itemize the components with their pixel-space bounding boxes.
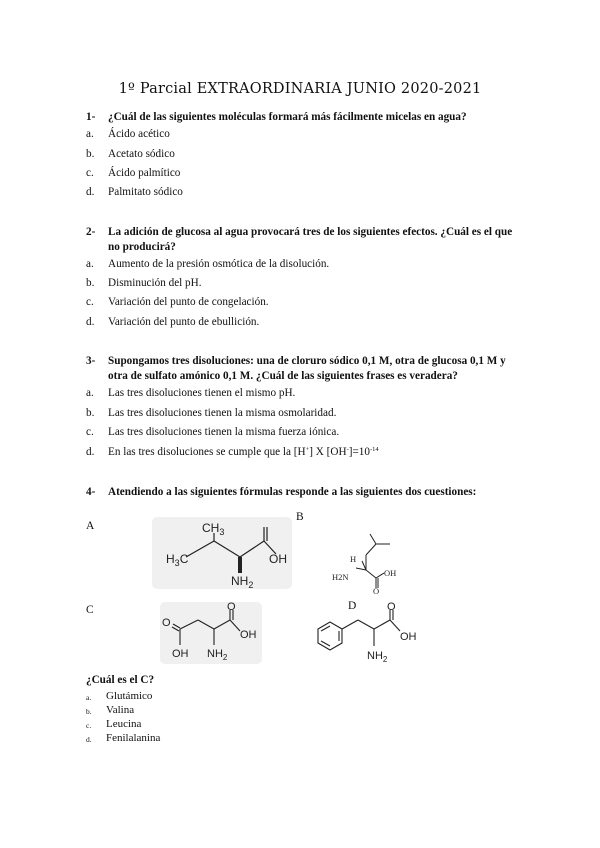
option-text: Valina xyxy=(106,704,135,716)
option-text: Las tres disoluciones tienen la misma osmolaridad. xyxy=(108,407,337,419)
question-4 xyxy=(86,485,520,500)
structure-b-leucine xyxy=(326,530,397,596)
option-letter: c. xyxy=(86,296,94,308)
structure-a-drawing xyxy=(152,517,292,589)
atom-o: O xyxy=(387,601,396,613)
structure-d-phenylalanine xyxy=(306,600,424,668)
option-text: Las tres disoluciones tienen la misma fuerza iónica. xyxy=(108,426,340,438)
page-title: 1º Parcial EXTRAORDINARIA JUNIO 2020-2021 xyxy=(118,81,482,97)
superscript: + xyxy=(305,446,310,453)
atom-oh: OH xyxy=(384,568,397,578)
option-letter: c. xyxy=(86,167,94,179)
option-text: Glutámico xyxy=(106,690,153,702)
option-letter: d. xyxy=(86,316,95,328)
question-5-text: ¿Cuál es el C? xyxy=(86,674,155,686)
option-letter: b. xyxy=(86,407,95,419)
option-text: Palmitato sódico xyxy=(108,186,183,198)
structure-label-c: C xyxy=(86,604,94,616)
atom-nh2: $NH_2$ xyxy=(367,650,388,664)
option-letter: c. xyxy=(86,426,94,438)
option-text: Aumento de la presión osmótica de la disolución. xyxy=(108,258,330,270)
question-text: Supongamos tres disoluciones: una de cloruro sódico 0,1 M, otra de glucosa 0,1 M y otra de sulfato amónico 0,1 M. ¿Cuál de las siguientes frases es veradera? xyxy=(108,355,506,382)
option-letter: c. xyxy=(86,721,92,730)
option-text-part: En las tres disoluciones se cumple que la [H xyxy=(108,446,306,458)
superscript: -14 xyxy=(369,446,379,453)
structure-a-valine xyxy=(152,517,292,589)
option-text-part: ] X [OH xyxy=(309,446,347,458)
question-text: Atendiendo a las siguientes fórmulas responde a las siguientes dos cuestiones: xyxy=(108,486,477,498)
atom-nh2: $NH_2$ xyxy=(207,648,228,662)
structure-b-drawing xyxy=(326,530,397,596)
structure-label-a: A xyxy=(86,520,95,532)
option-letter: a. xyxy=(86,258,94,270)
option-letter: b. xyxy=(86,707,92,716)
atom-oh: OH xyxy=(400,631,417,643)
question-3 xyxy=(86,354,520,383)
option-letter: b. xyxy=(86,277,95,289)
atom-oh-right: OH xyxy=(240,629,257,641)
option-text: Ácido palmítico xyxy=(108,167,181,179)
option-text: Leucina xyxy=(106,718,142,730)
atom-h2n: H2N xyxy=(332,572,349,582)
option-text: Variación del punto de ebullición. xyxy=(108,316,260,328)
structure-label-b: B xyxy=(296,511,304,523)
option-letter: d. xyxy=(86,446,95,458)
atom-oh-left: OH xyxy=(172,648,189,660)
option-text xyxy=(108,445,379,461)
atom-oh: OH xyxy=(269,552,287,566)
question-text: La adición de glucosa al agua provocará tres de los siguientes efectos. ¿Cuál es el que no producirá? xyxy=(108,226,513,253)
atom-nh2: $NH_2$ xyxy=(231,574,254,590)
option-text: Variación del punto de congelación. xyxy=(108,296,269,308)
structure-c-drawing xyxy=(160,602,262,664)
question-number: 2- xyxy=(86,226,96,238)
atom-o-left: O xyxy=(162,617,171,629)
question-1 xyxy=(86,110,520,125)
atom-h3c: $H_3C$ xyxy=(166,552,189,568)
option-letter: a. xyxy=(86,693,92,702)
option-text: Disminución del pH. xyxy=(108,277,202,289)
option-letter: a. xyxy=(86,387,94,399)
atom-o-right: O xyxy=(227,601,236,613)
option-letter: d. xyxy=(86,186,95,198)
option-text: Las tres disoluciones tienen el mismo pH. xyxy=(108,387,296,399)
option-text: Ácido acético xyxy=(108,128,170,140)
option-letter: a. xyxy=(86,128,94,140)
question-number: 3- xyxy=(86,355,96,367)
question-number: 4- xyxy=(86,486,96,498)
structure-c-aspartate xyxy=(160,602,262,664)
question-number: 1- xyxy=(86,111,96,123)
atom-ch3-top: $CH_3$ xyxy=(202,521,225,537)
structure-label-d: D xyxy=(348,600,357,612)
atom-o: O xyxy=(373,586,380,596)
atom-h: H xyxy=(350,554,357,564)
option-letter: b. xyxy=(86,148,95,160)
structure-d-drawing xyxy=(306,600,424,668)
option-text: Fenilalanina xyxy=(106,732,161,744)
option-letter: d. xyxy=(86,735,92,744)
question-text: ¿Cuál de las siguientes moléculas formará más fácilmente micelas en agua? xyxy=(108,111,467,123)
question-2 xyxy=(86,225,520,254)
option-text: Acetato sódico xyxy=(108,148,175,160)
superscript: - xyxy=(346,446,349,453)
option-text-part: ]=10 xyxy=(348,446,370,458)
